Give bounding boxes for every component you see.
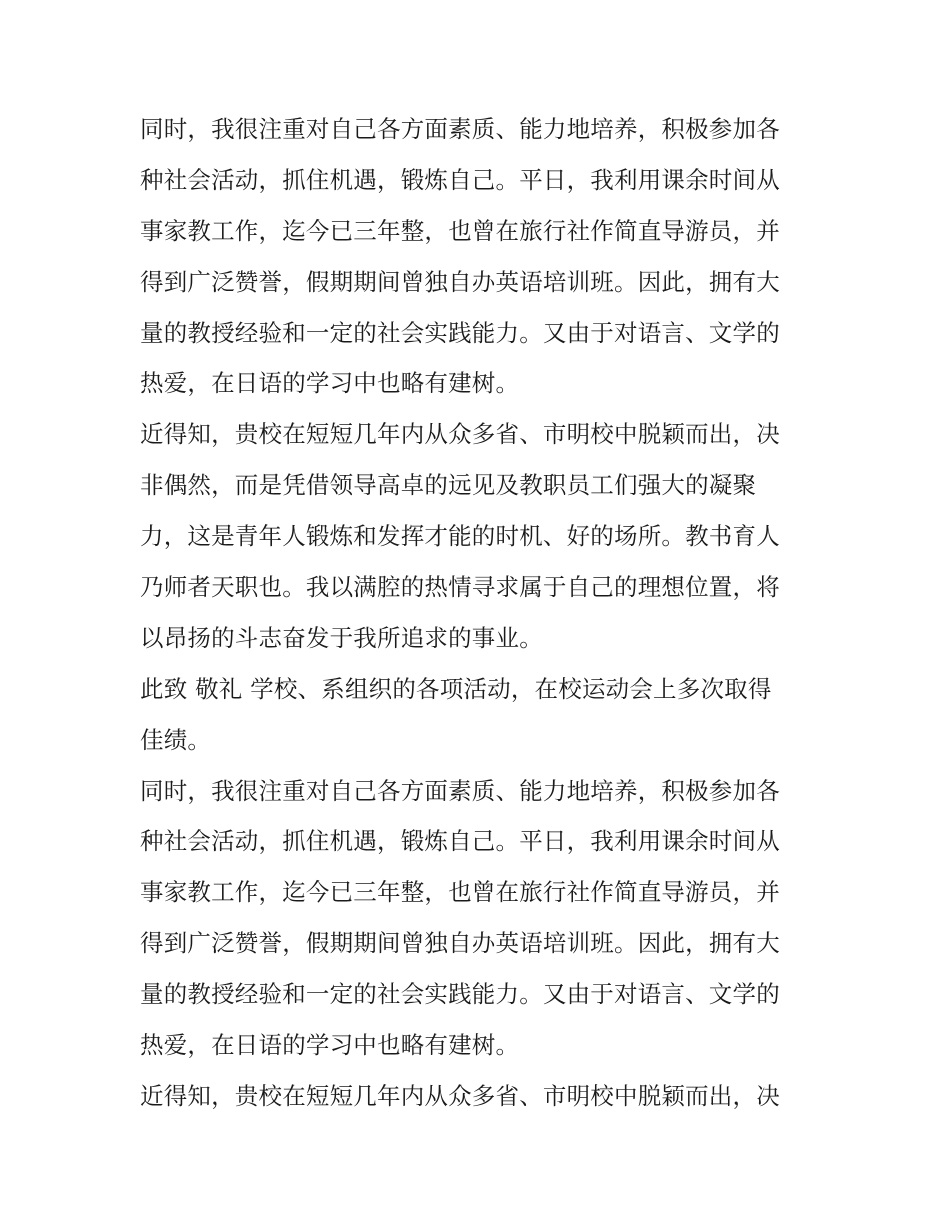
document-body — [140, 104, 815, 1122]
text-line: 种社会活动，抓住机遇，锻炼自己。平日，我利用课余时间从 — [140, 165, 780, 194]
text-line: 同时，我很注重对自己各方面素质、能力地培养，积极参加各 — [140, 115, 780, 143]
text-line: 近得知，贵校在短短几年内从众多省、市明校中脱颖而出，决 — [140, 1081, 780, 1110]
text-line: 以昂扬的斗志奋发于我所追求的事业。 — [140, 623, 543, 652]
text-line: 量的教授经验和一定的社会实践能力。又由于对语言、文学的 — [140, 980, 780, 1009]
text-line: 热爱，在日语的学习中也略有建树。 — [140, 369, 520, 398]
text-line: 力，这是青年人锻炼和发挥才能的时机、好的场所。教书育人 — [140, 522, 780, 551]
text-line: 量的教授经验和一定的社会实践能力。又由于对语言、文学的 — [140, 318, 780, 347]
text-line: 得到广泛赞誉，假期期间曾独自办英语培训班。因此，拥有大 — [140, 929, 780, 958]
paragraph-3 — [140, 664, 815, 766]
text-line: 非偶然，而是凭借领导高卓的远见及教职员工们强大的凝聚 — [140, 471, 757, 500]
text-line: 事家教工作，迄今已三年整，也曾在旅行社作简直导游员，并 — [140, 878, 780, 907]
text-line: 佳绩。 — [140, 725, 212, 754]
text-line: 热爱，在日语的学习中也略有建树。 — [140, 1031, 520, 1060]
paragraph-4 — [140, 766, 815, 1071]
text-line: 乃师者天职也。我以满腔的热情寻求属于自己的理想位置，将 — [140, 573, 780, 602]
text-line: 近得知，贵校在短短几年内从众多省、市明校中脱颖而出，决 — [140, 420, 780, 449]
paragraph-1 — [140, 104, 815, 409]
text-line: 同时，我很注重对自己各方面素质、能力地培养，积极参加各 — [140, 776, 780, 805]
paragraph-5 — [140, 1071, 815, 1122]
text-line: 此致 敬礼 学校、系组织的各项活动，在校运动会上多次取得 — [140, 674, 772, 703]
text-line: 事家教工作，迄今已三年整，也曾在旅行社作简直导游员，并 — [140, 216, 780, 245]
text-line: 种社会活动，抓住机遇，锻炼自己。平日，我利用课余时间从 — [140, 827, 780, 856]
text-line: 得到广泛赞誉，假期期间曾独自办英语培训班。因此，拥有大 — [140, 267, 780, 296]
paragraph-2 — [140, 409, 815, 663]
